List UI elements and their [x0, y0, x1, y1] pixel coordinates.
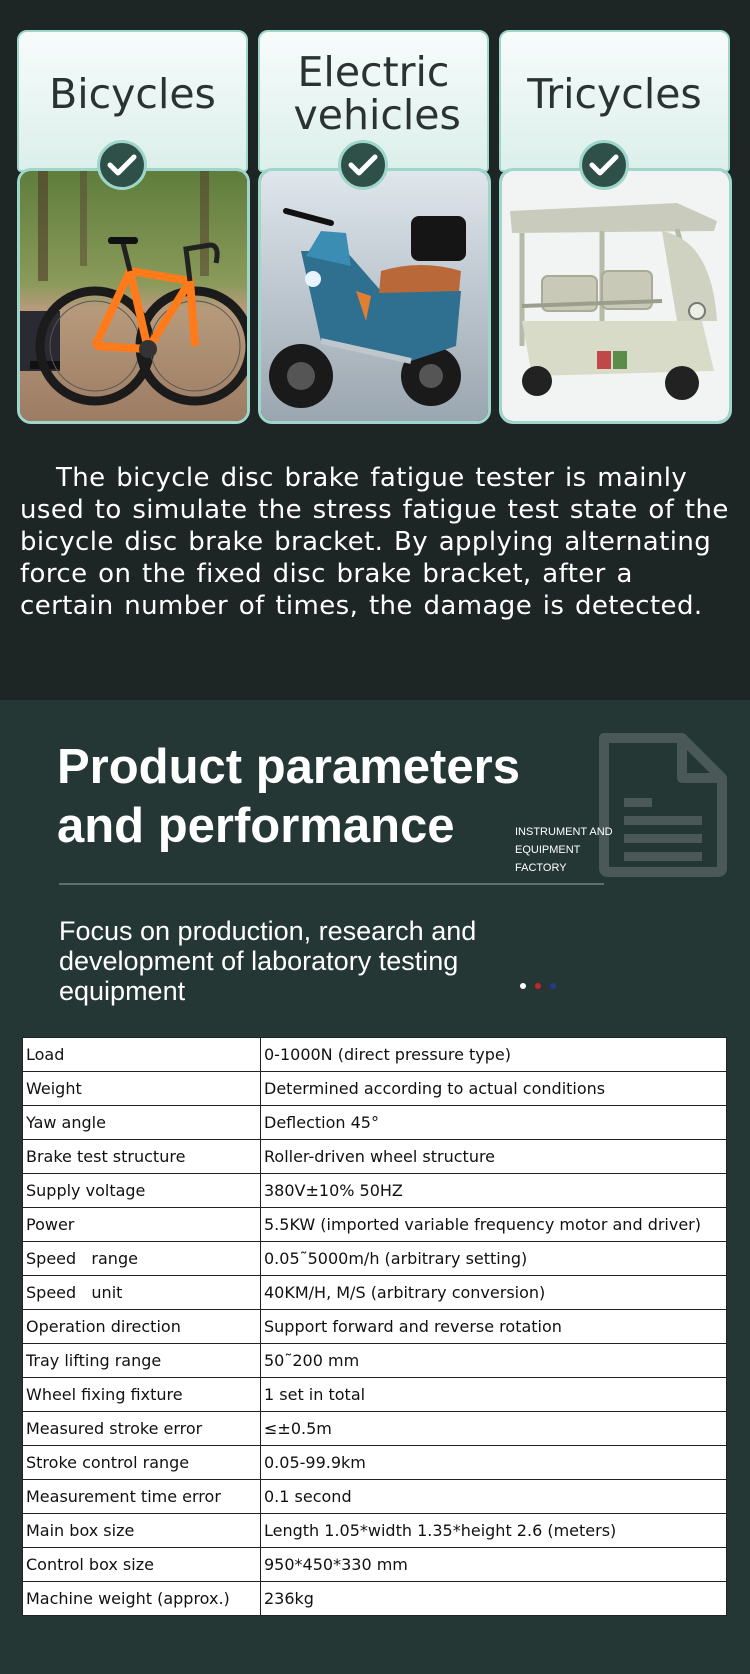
focus-statement: Focus on production, research and development of laboratory testing equipment	[59, 916, 477, 1006]
spec-value: Support forward and reverse rotation	[261, 1310, 727, 1344]
check-icon	[338, 140, 388, 190]
category-card-bicycles	[17, 30, 250, 425]
spec-value: 236kg	[261, 1582, 727, 1616]
spec-value: 0.05-99.9km	[261, 1446, 727, 1480]
spec-label: Stroke control range	[23, 1446, 261, 1480]
vehicle-categories-section	[0, 0, 750, 700]
product-description: The bicycle disc brake fatigue tester is mainly used to simulate the stress fatigue test state of the bicycle disc brake bracket. By applying alternating force on the fixed disc brake bracket, after a certain number of times, the damage is detected.	[20, 463, 729, 621]
table-row	[23, 1242, 727, 1276]
section-title-line2: and performance	[57, 799, 455, 853]
spec-label: Yaw angle	[23, 1106, 261, 1140]
spec-value: 380V±10% 50HZ	[261, 1174, 727, 1208]
dot-white	[520, 983, 526, 989]
specifications-table	[22, 1037, 727, 1616]
section-title-line1: Product parameters	[57, 740, 520, 794]
check-icon	[97, 140, 147, 190]
factory-tag-line3: FACTORY	[515, 862, 567, 874]
table-row	[23, 1412, 727, 1446]
spec-label: Measured stroke error	[23, 1412, 261, 1446]
divider	[59, 883, 604, 885]
spec-label: Tray lifting range	[23, 1344, 261, 1378]
spec-value: 40KM/H, M/S (arbitrary conversion)	[261, 1276, 727, 1310]
table-row	[23, 1072, 727, 1106]
dot-red	[535, 983, 541, 989]
table-row	[23, 1174, 727, 1208]
spec-label: Brake test structure	[23, 1140, 261, 1174]
table-row	[23, 1310, 727, 1344]
tricycle-image	[499, 168, 732, 424]
table-row	[23, 1106, 727, 1140]
table-row	[23, 1276, 727, 1310]
spec-value: Roller-driven wheel structure	[261, 1140, 727, 1174]
spec-value: 0.05˜5000m/h (arbitrary setting)	[261, 1242, 727, 1276]
dot-blue	[550, 983, 556, 989]
bicycle-image	[17, 168, 250, 424]
spec-value: ≤±0.5m	[261, 1412, 727, 1446]
category-title: Bicycles	[49, 69, 216, 118]
factory-tag-line1: INSTRUMENT AND	[515, 826, 613, 838]
table-row	[23, 1208, 727, 1242]
category-card-electric-vehicles	[258, 30, 491, 425]
category-title: Tricycles	[527, 69, 702, 118]
spec-label: Measurement time error	[23, 1480, 261, 1514]
factory-tag-line2: EQUIPMENT	[515, 844, 581, 856]
table-row	[23, 1582, 727, 1616]
table-row	[23, 1480, 727, 1514]
table-row	[23, 1038, 727, 1072]
category-card-tricycles	[499, 30, 732, 425]
spec-label: Wheel fixing fixture	[23, 1378, 261, 1412]
product-parameters-section	[0, 700, 750, 1674]
spec-label: Speed unit	[23, 1276, 261, 1310]
spec-label: Operation direction	[23, 1310, 261, 1344]
spec-value: 5.5KW (imported variable frequency motor and driver)	[261, 1208, 727, 1242]
document-icon	[594, 730, 730, 882]
spec-value: Deflection 45°	[261, 1106, 727, 1140]
spec-value: 0-1000N (direct pressure type)	[261, 1038, 727, 1072]
spec-label: Power	[23, 1208, 261, 1242]
spec-value: 950*450*330 mm	[261, 1548, 727, 1582]
table-row	[23, 1344, 727, 1378]
spec-value: Determined according to actual conditions	[261, 1072, 727, 1106]
spec-label: Control box size	[23, 1548, 261, 1582]
check-icon	[579, 140, 629, 190]
spec-label: Machine weight (approx.)	[23, 1582, 261, 1616]
spec-label: Load	[23, 1038, 261, 1072]
spec-value: 50˜200 mm	[261, 1344, 727, 1378]
table-row	[23, 1514, 727, 1548]
spec-value: 1 set in total	[261, 1378, 727, 1412]
spec-label: Supply voltage	[23, 1174, 261, 1208]
spec-label: Speed range	[23, 1242, 261, 1276]
table-row	[23, 1378, 727, 1412]
factory-tag	[515, 823, 613, 877]
spec-label: Main box size	[23, 1514, 261, 1548]
electric-scooter-image	[258, 168, 491, 424]
decorative-dots	[520, 983, 556, 989]
spec-value: 0.1 second	[261, 1480, 727, 1514]
table-row	[23, 1548, 727, 1582]
section-title	[57, 738, 520, 856]
category-title: Electric vehicles	[293, 48, 461, 139]
spec-label: Weight	[23, 1072, 261, 1106]
table-row	[23, 1446, 727, 1480]
table-row	[23, 1140, 727, 1174]
spec-value: Length 1.05*width 1.35*height 2.6 (meters)	[261, 1514, 727, 1548]
